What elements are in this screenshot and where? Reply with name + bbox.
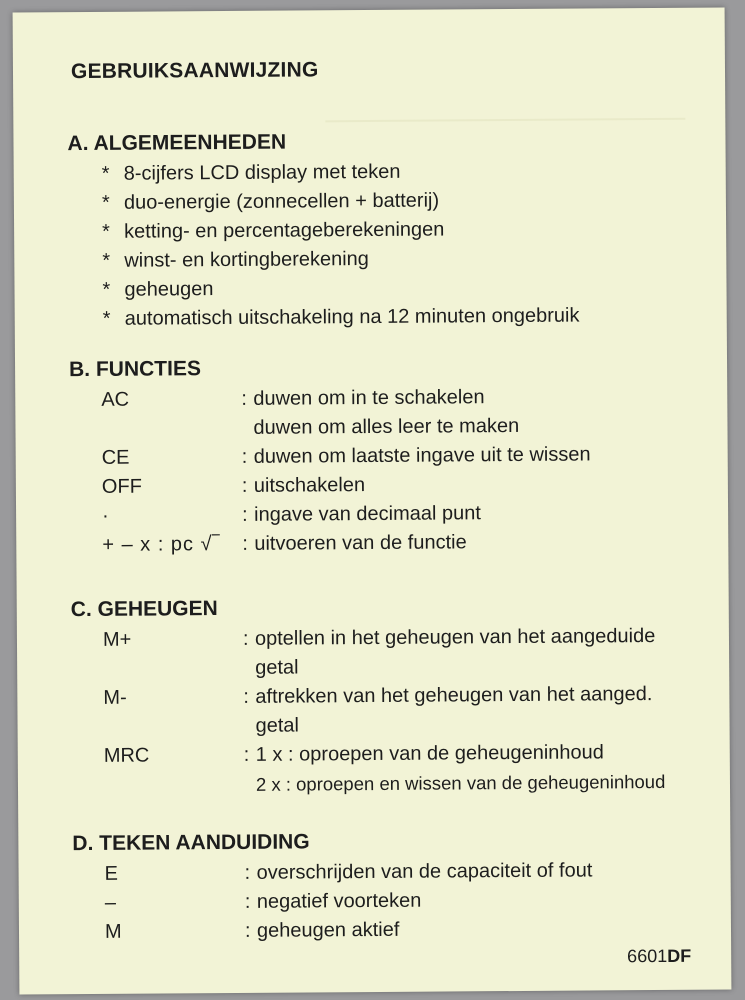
description: aftrekken van het geheugen van het aanged. bbox=[255, 683, 653, 708]
feature-list bbox=[68, 156, 719, 335]
function-row bbox=[70, 440, 720, 474]
separator: : bbox=[243, 743, 250, 766]
key-label: – bbox=[104, 891, 117, 914]
description: ingave van decimaal punt bbox=[254, 502, 481, 526]
function-row bbox=[70, 527, 720, 561]
sign-row bbox=[72, 856, 722, 890]
bullet-star: * bbox=[101, 162, 110, 185]
show-through-text bbox=[325, 88, 685, 123]
section-display-signs bbox=[72, 826, 723, 948]
key-label: OFF bbox=[101, 475, 142, 498]
separator: : bbox=[242, 532, 248, 555]
key-label: M bbox=[104, 920, 122, 943]
description: getal bbox=[255, 656, 299, 679]
separator: : bbox=[241, 445, 248, 468]
key-label: M+ bbox=[102, 628, 132, 651]
bullet-star: * bbox=[101, 191, 110, 214]
description: 1 x : oproepen van de geheugeninhoud bbox=[255, 741, 604, 766]
key-label: + – x : pc √‾ bbox=[102, 533, 221, 556]
separator: : bbox=[244, 861, 251, 884]
section-heading: A. ALGEMEENHEDEN bbox=[67, 130, 287, 156]
description: optellen in het geheugen van het aangeduide bbox=[254, 625, 656, 650]
description: overschrijden van de capaciteit of fout bbox=[256, 859, 593, 884]
key-label: CE bbox=[101, 446, 130, 469]
separator: : bbox=[242, 503, 248, 526]
list-item: * 8-cijfers LCD display met teken bbox=[102, 156, 718, 189]
page-title: GEBRUIKSAANWIJZING bbox=[70, 58, 319, 84]
bullet-star: * bbox=[102, 220, 110, 243]
description: geheugen aktief bbox=[256, 918, 400, 942]
key-label: MRC bbox=[103, 744, 150, 767]
key-label: M- bbox=[103, 686, 127, 709]
separator: : bbox=[241, 387, 247, 410]
document-number: 6601 bbox=[627, 945, 668, 967]
key-label: AC bbox=[101, 388, 130, 411]
section-general bbox=[67, 126, 718, 335]
sign-row bbox=[73, 914, 723, 948]
separator: : bbox=[243, 685, 250, 708]
description: duwen om in te schakelen bbox=[253, 386, 485, 410]
description: uitvoeren van de functie bbox=[254, 531, 467, 555]
bullet-star: * bbox=[102, 307, 111, 330]
description: 2 x : oproepen en wissen van de geheugeninhoud bbox=[255, 770, 666, 795]
separator: : bbox=[244, 890, 251, 913]
separator: : bbox=[241, 474, 248, 497]
description: duwen om laatste ingave uit te wissen bbox=[253, 443, 591, 468]
description: getal bbox=[255, 714, 300, 737]
separator: : bbox=[242, 627, 249, 650]
list-item: * geheugen bbox=[102, 272, 718, 305]
list-item: * duo-energie (zonnecellen + batterij) bbox=[102, 185, 718, 218]
bullet-star: * bbox=[102, 249, 111, 272]
function-row bbox=[69, 382, 719, 445]
section-heading: B. FUNCTIES bbox=[68, 357, 201, 382]
section-functions bbox=[69, 352, 720, 561]
list-item: * winst- en kortingberekening bbox=[102, 243, 718, 276]
list-item: * automatisch uitschakeling na 12 minuten ongebruik bbox=[103, 301, 719, 334]
key-label: E bbox=[104, 862, 119, 885]
sign-row bbox=[73, 885, 723, 919]
separator: : bbox=[244, 919, 251, 942]
memory-row bbox=[72, 738, 722, 801]
document-code bbox=[627, 946, 691, 967]
section-heading: D. TEKEN AANDUIDING bbox=[72, 830, 310, 856]
instruction-sheet bbox=[13, 8, 732, 995]
list-item: * ketting- en percentageberekeningen bbox=[102, 214, 718, 247]
section-memory bbox=[71, 592, 722, 801]
function-row bbox=[70, 469, 720, 503]
memory-row bbox=[71, 622, 721, 685]
document-suffix: DF bbox=[667, 945, 692, 966]
section-heading: C. GEHEUGEN bbox=[70, 597, 218, 622]
description: duwen om alles leer te maken bbox=[253, 414, 520, 439]
bullet-star: * bbox=[102, 278, 111, 301]
function-row bbox=[70, 498, 720, 532]
memory-row bbox=[71, 680, 721, 743]
description: negatief voorteken bbox=[256, 889, 422, 913]
description: uitschakelen bbox=[253, 474, 366, 497]
key-label: · bbox=[102, 504, 109, 527]
